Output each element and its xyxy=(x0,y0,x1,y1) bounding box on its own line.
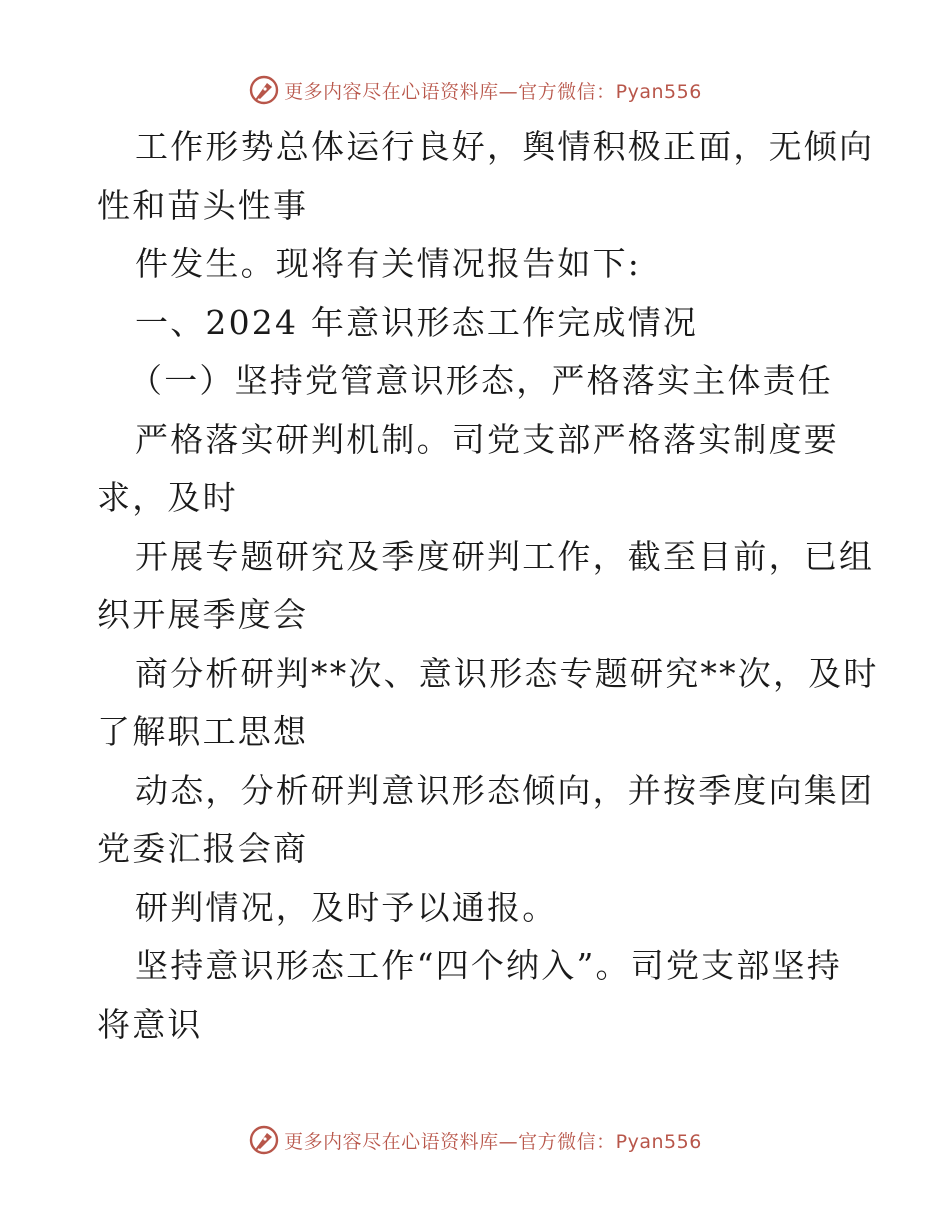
text-line: 性和苗头性事 xyxy=(97,185,309,225)
text-line: 党委汇报会商 xyxy=(97,829,309,868)
document-body xyxy=(97,118,879,1054)
pen-nib-logo-icon xyxy=(248,1124,280,1156)
text-line: 严格落实研判机制。司党支部严格落实制度要 xyxy=(135,419,839,459)
text-line: 研判情况，及时予以通报。 xyxy=(135,887,558,927)
text-line: 织开展季度会 xyxy=(97,595,309,634)
watermark-text: 更多内容尽在心语资料库—官方微信：Pyan556 xyxy=(284,80,702,103)
subsection-heading: （一）坚持党管意识形态，严格落实主体责任 xyxy=(129,361,833,400)
text-line: 了解职工思想 xyxy=(97,712,309,751)
footer-watermark xyxy=(0,1120,950,1160)
text-line: 商分析研判**次、意识形态专题研究**次，及时 xyxy=(135,653,879,693)
text-line: 将意识 xyxy=(97,1004,203,1044)
watermark-text: 更多内容尽在心语资料库—官方微信：Pyan556 xyxy=(284,1130,702,1153)
text-line: 工作形势总体运行良好，舆情积极正面，无倾向 xyxy=(135,127,875,166)
header-watermark xyxy=(0,70,950,110)
text-line: 开展专题研究及季度研判工作，截至目前，已组 xyxy=(135,536,875,576)
text-line: 求，及时 xyxy=(97,478,238,517)
text-line: 动态，分析研判意识形态倾向，并按季度向集团 xyxy=(135,770,875,810)
pen-nib-logo-icon xyxy=(248,74,280,106)
text-line: 件发生。现将有关情况报告如下: xyxy=(135,244,642,283)
section-heading: 一、2024 年意识形态工作完成情况 xyxy=(135,302,699,342)
text-line: 坚持意识形态工作“四个纳入”。司党支部坚持 xyxy=(135,946,842,985)
